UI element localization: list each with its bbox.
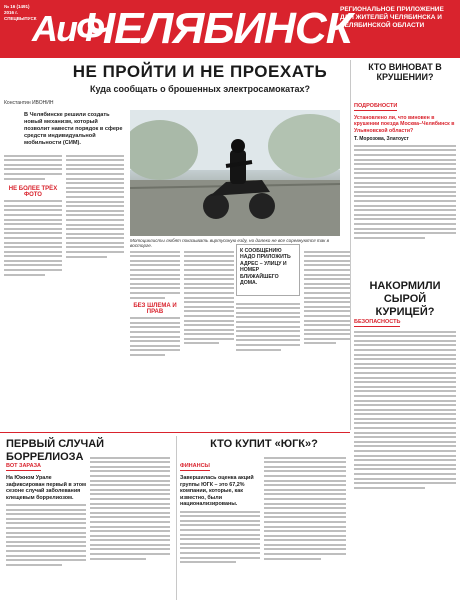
main-subheadline: Куда сообщать о брошенных электросамокатах? [89,84,311,94]
middle-column-4 [304,248,350,344]
byline: Константин ИВОНИН [4,100,54,106]
left-column [4,152,62,276]
bottom-left-column-1 [6,454,86,566]
bottom-left-column-2 [90,454,170,560]
right-column-2 [354,310,456,489]
reader-question: Установлено ли, что виновен в крушении поезда Москва–Челябинск в Ульяновской области? [354,115,455,134]
right-headline-1: КТО ВИНОВАТ В КРУШЕНИИ? [368,62,442,82]
middle-column-3 [236,300,300,351]
masthead-tagline: РЕГИОНАЛЬНОЕ ПРИЛОЖЕНИЕ ДЛЯ ЖИТЕЛЕЙ ЧЕЛЯБИНСКА И ЧЕЛЯБИНСКОЙ ОБЛАСТИ [340,6,444,29]
bottom-right-headline: КТО КУПИТ «ЮГК»? [210,438,318,450]
middle-column-1 [130,248,180,356]
rubric-finance: ФИНАНСЫ [180,463,210,469]
left-column-2 [66,152,124,258]
motorcyclist-illustration [130,110,340,236]
rubric-safety: БЕЗОПАСНОСТЬ [354,319,401,325]
newspaper-title: ЧЕЛЯБИНСК [84,4,352,53]
logo: АиФ [32,8,103,49]
right-headline-2: НАКОРМИЛИ СЫРОЙ КУРИЦЕЙ? [369,280,441,318]
photo-caption: Мотоциклисты любят показывать виртуозную езду, но далеко не все соревнуются так в восторге. [130,238,329,248]
highlight-box: К СООБЩЕНИЮ НАДО ПРИЛОЖИТЬ АДРЕС – УЛИЦУ И НОМЕР БЛИЖАЙШЕГО ДОМА. [236,244,300,296]
issue-info: № 16 (1491) 2016 г. СПЕЦВЫПУСК [4,4,37,21]
right-column-1 [354,94,456,239]
bottom-left-headline: ПЕРВЫЙ СЛУЧАЙ БОРРЕЛИОЗА [6,438,105,463]
rubric-infection: ВОТ ЗАРАЗА [6,463,41,469]
main-lead: В Челябинске решили создать новый механизм, который позволит навести порядок в сфере средств индивидуальной мобильности (СИМ). [24,112,123,146]
section-heading-2: БЕЗ ШЛЕМА И ПРАВ [133,302,177,315]
middle-column-2 [184,248,234,344]
section-heading-1: НЕ БОЛЕЕ ТРЁХ ФОТО [8,185,58,198]
bottom-right-column-1 [180,454,260,563]
main-photo [130,110,340,236]
masthead [0,0,460,58]
bottom-left-lead: На Южном Урале зафиксирован первый в этом сезоне случай заболевания клещевым боррелиозом. [6,475,86,501]
main-headline: НЕ ПРОЙТИ И НЕ ПРОЕХАТЬ [72,62,328,81]
bottom-right-column-2 [264,454,346,560]
bottom-right-lead: Завершилась оценка акций группы ЮГК – это 67,2% компании, которые, как известно, были национализированы. [180,475,254,508]
rubric-details: ПОДРОБНОСТИ [354,103,398,109]
reader-name: Т. Морозова, Златоуст [354,136,409,143]
